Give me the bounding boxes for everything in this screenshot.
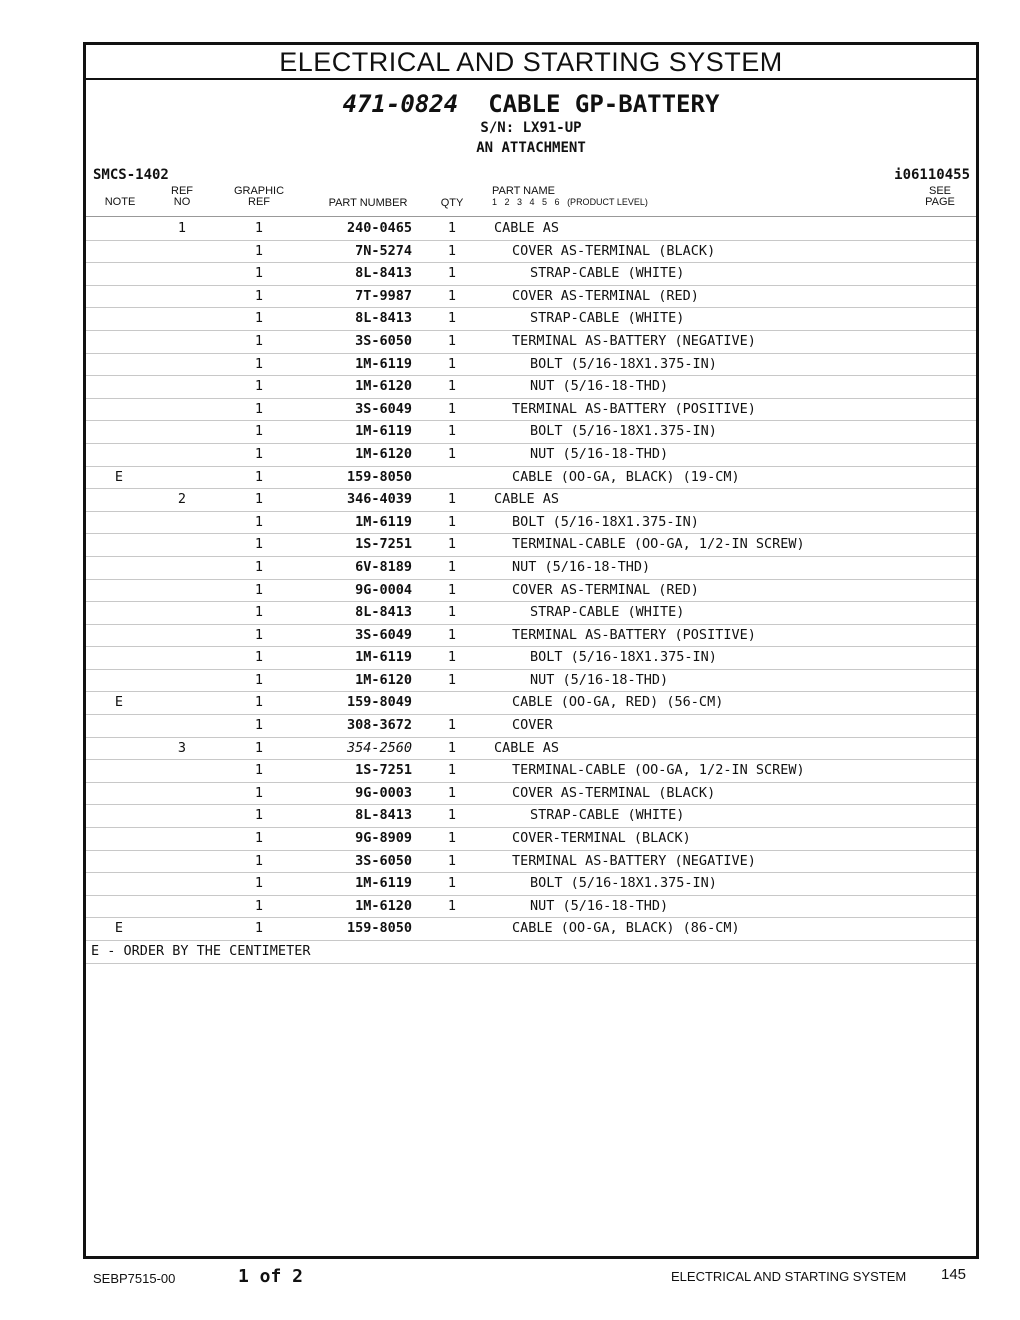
part-name-cell: STRAP-CABLE (WHITE): [530, 265, 685, 282]
qty-cell: 1: [447, 536, 457, 553]
part-number-cell: 346-4039: [346, 491, 412, 508]
table-row: [86, 738, 976, 761]
graphic-ref-cell: 1: [254, 694, 264, 711]
table-row: [86, 399, 976, 422]
part-name-cell: BOLT (5/16-18X1.375-IN): [530, 649, 717, 666]
part-name-cell: NUT (5/16-18-THD): [530, 897, 669, 914]
table-row: [86, 241, 976, 264]
part-number-cell: 1M-6119: [355, 513, 412, 530]
qty-cell: 1: [447, 558, 457, 575]
level-numbers: 1 2 3 4 5 6: [492, 197, 560, 207]
attachment-label: AN ATTACHMENT: [476, 140, 586, 156]
table-row: [86, 534, 976, 557]
qty-cell: 1: [447, 378, 457, 395]
graphic-ref-cell: 1: [254, 242, 264, 259]
qty-cell: 1: [447, 423, 457, 440]
table-row: [86, 489, 976, 512]
graphic-ref-cell: 1: [254, 875, 264, 892]
part-number-cell: 1M-6119: [355, 355, 412, 372]
part-number-cell: 159-8050: [346, 920, 412, 937]
graphic-ref-cell: 1: [254, 265, 264, 282]
table-row: [86, 647, 976, 670]
qty-cell: 1: [447, 762, 457, 779]
part-number-cell: 3S-6050: [355, 332, 412, 349]
part-number-cell: 3S-6049: [355, 400, 412, 417]
qty-cell: 1: [447, 513, 457, 530]
qty-cell: 1: [447, 649, 457, 666]
table-row: [86, 557, 976, 580]
graphic-ref-cell: 1: [254, 558, 264, 575]
graphic-ref-cell: 1: [254, 717, 264, 734]
part-number-cell: 1M-6120: [355, 378, 412, 395]
col-note: NOTE: [104, 196, 136, 208]
qty-cell: 1: [447, 332, 457, 349]
ref-no-cell: 2: [177, 491, 187, 508]
footer-page-number: 145: [941, 1266, 967, 1283]
qty-cell: 1: [447, 355, 457, 372]
col-ref-no: [166, 186, 198, 208]
col-ref-no-line2: NO: [173, 196, 191, 208]
part-number-cell: 8L-8413: [355, 310, 412, 327]
part-number-cell: 1M-6119: [355, 423, 412, 440]
table-row: [86, 760, 976, 783]
graphic-ref-cell: 1: [254, 378, 264, 395]
part-name-cell: NUT (5/16-18-THD): [530, 378, 669, 395]
graphic-ref-cell: 1: [254, 445, 264, 462]
order-note: E - ORDER BY THE CENTIMETER: [86, 941, 976, 964]
part-number-cell: 1M-6119: [355, 875, 412, 892]
table-row: [86, 783, 976, 806]
table-row: [86, 512, 976, 535]
part-name-cell: NUT (5/16-18-THD): [530, 671, 669, 688]
part-name-cell: COVER: [512, 717, 553, 734]
part-name-cell: STRAP-CABLE (WHITE): [530, 604, 685, 621]
table-row: [86, 376, 976, 399]
page-footer: [0, 1262, 1020, 1292]
part-name-cell: BOLT (5/16-18X1.375-IN): [512, 513, 699, 530]
table-row: [86, 308, 976, 331]
col-part-name-label: PART NAME: [492, 185, 555, 197]
part-name-cell: COVER AS-TERMINAL (BLACK): [512, 784, 716, 801]
part-name-cell: TERMINAL AS-BATTERY (NEGATIVE): [512, 332, 756, 349]
part-name-cell: TERMINAL-CABLE (OO-GA, 1/2-IN SCREW): [512, 762, 805, 779]
table-row: [86, 851, 976, 874]
col-see-page-line2: PAGE: [925, 196, 955, 208]
table-row: [86, 873, 976, 896]
graphic-ref-cell: 1: [254, 332, 264, 349]
table-row: [86, 218, 976, 241]
table-row: [86, 692, 976, 715]
part-name-cell: STRAP-CABLE (WHITE): [530, 310, 685, 327]
table-row: [86, 467, 976, 490]
table-row: [86, 331, 976, 354]
group-header: [86, 80, 976, 217]
part-number-cell: 3S-6050: [355, 852, 412, 869]
col-graphic-ref: [231, 186, 287, 208]
part-number-cell: 8L-8413: [355, 604, 412, 621]
footer-section: ELECTRICAL AND STARTING SYSTEM: [671, 1269, 907, 1284]
part-name-cell: BOLT (5/16-18X1.375-IN): [530, 355, 717, 372]
graphic-ref-cell: 1: [254, 468, 264, 485]
part-name-cell: COVER AS-TERMINAL (BLACK): [512, 242, 716, 259]
table-row: [86, 896, 976, 919]
part-number-cell: 8L-8413: [355, 265, 412, 282]
part-name-cell: COVER-TERMINAL (BLACK): [512, 830, 691, 847]
graphic-ref-cell: 1: [254, 536, 264, 553]
product-level-label: (PRODUCT LEVEL): [567, 197, 648, 207]
table-row: [86, 918, 976, 941]
graphic-ref-cell: 1: [254, 762, 264, 779]
col-graphic-ref-line2: REF: [248, 196, 270, 208]
part-number-cell: 159-8049: [346, 694, 412, 711]
ref-no-cell: 1: [177, 220, 187, 236]
part-name-cell: CABLE (OO-GA, BLACK) (19-CM): [512, 468, 740, 485]
part-name-cell: NUT (5/16-18-THD): [530, 445, 669, 462]
col-part-number: PART NUMBER: [328, 197, 408, 209]
qty-cell: 1: [447, 784, 457, 801]
part-number-cell: 9G-8909: [355, 830, 412, 847]
table-row: [86, 805, 976, 828]
qty-cell: 1: [447, 807, 457, 824]
part-number-cell: 240-0465: [346, 220, 412, 236]
table-row: [86, 421, 976, 444]
qty-cell: 1: [447, 265, 457, 282]
group-name: CABLE GP-BATTERY: [488, 90, 720, 118]
qty-cell: 1: [447, 310, 457, 327]
col-levels: [492, 197, 648, 208]
part-name-cell: CABLE AS: [494, 739, 560, 756]
col-ref-no-line1: REF: [171, 185, 193, 197]
table-row: [86, 670, 976, 693]
qty-cell: 1: [447, 830, 457, 847]
qty-cell: 1: [447, 445, 457, 462]
graphic-ref-cell: 1: [254, 423, 264, 440]
graphic-ref-cell: 1: [254, 355, 264, 372]
smcs-code: SMCS-1402: [93, 167, 169, 183]
section-title: ELECTRICAL AND STARTING SYSTEM: [86, 45, 976, 80]
part-number-cell: 7N-5274: [355, 242, 412, 259]
part-name-cell: TERMINAL AS-BATTERY (POSITIVE): [512, 400, 756, 417]
part-name-cell: BOLT (5/16-18X1.375-IN): [530, 423, 717, 440]
graphic-ref-cell: 1: [254, 897, 264, 914]
table-row: [86, 602, 976, 625]
graphic-ref-cell: 1: [254, 220, 264, 236]
part-number-cell: 308-3672: [346, 717, 412, 734]
part-number-cell: 1M-6120: [355, 445, 412, 462]
table-row: [86, 625, 976, 648]
graphic-ref-cell: 1: [254, 581, 264, 598]
part-name-cell: CABLE AS: [494, 491, 560, 508]
table-row: [86, 354, 976, 377]
qty-cell: 1: [447, 717, 457, 734]
part-name-cell: CABLE (OO-GA, RED) (56-CM): [512, 694, 724, 711]
graphic-ref-cell: 1: [254, 491, 264, 508]
part-number-cell: 7T-9987: [355, 287, 412, 304]
header-divider: [86, 216, 976, 217]
qty-cell: 1: [447, 491, 457, 508]
qty-cell: 1: [447, 875, 457, 892]
part-number-cell: 1M-6120: [355, 671, 412, 688]
part-number-cell: 3S-6049: [355, 626, 412, 643]
graphic-ref-cell: 1: [254, 513, 264, 530]
footer-doc-id: SEBP7515-00: [93, 1271, 176, 1286]
part-number-cell: 159-8050: [346, 468, 412, 485]
part-number-cell: 6V-8189: [355, 558, 412, 575]
qty-cell: 1: [447, 671, 457, 688]
graphic-ref-cell: 1: [254, 626, 264, 643]
qty-cell: 1: [447, 400, 457, 417]
note-cell: E: [114, 920, 124, 937]
note-cell: E: [114, 694, 124, 711]
graphic-ref-cell: 1: [254, 310, 264, 327]
table-row: [86, 286, 976, 309]
qty-cell: 1: [447, 626, 457, 643]
qty-cell: 1: [447, 581, 457, 598]
part-name-cell: NUT (5/16-18-THD): [512, 558, 651, 575]
part-number-cell: 1M-6119: [355, 649, 412, 666]
part-name-cell: TERMINAL-CABLE (OO-GA, 1/2-IN SCREW): [512, 536, 805, 553]
graphic-ref-cell: 1: [254, 604, 264, 621]
qty-cell: 1: [447, 220, 457, 236]
part-number-cell: 9G-0003: [355, 784, 412, 801]
graphic-ref-cell: 1: [254, 807, 264, 824]
graphic-ref-cell: 1: [254, 852, 264, 869]
graphic-ref-cell: 1: [254, 649, 264, 666]
parts-list: [86, 218, 976, 964]
col-see-page: [916, 186, 964, 208]
part-number-cell: 8L-8413: [355, 807, 412, 824]
illustration-id: i06110455: [894, 167, 970, 183]
graphic-ref-cell: 1: [254, 920, 264, 937]
graphic-ref-cell: 1: [254, 671, 264, 688]
graphic-ref-cell: 1: [254, 400, 264, 417]
part-name-cell: CABLE AS: [494, 220, 560, 236]
table-row: [86, 263, 976, 286]
col-part-name: [492, 186, 648, 208]
graphic-ref-cell: 1: [254, 784, 264, 801]
qty-cell: 1: [447, 897, 457, 914]
part-name-cell: TERMINAL AS-BATTERY (NEGATIVE): [512, 852, 756, 869]
graphic-ref-cell: 1: [254, 830, 264, 847]
footer-page-of: 1 of 2: [238, 1266, 304, 1287]
col-graphic-ref-line1: GRAPHIC: [233, 185, 285, 197]
group-title: [86, 90, 976, 118]
part-name-cell: BOLT (5/16-18X1.375-IN): [530, 875, 717, 892]
part-number-cell: 9G-0004: [355, 581, 412, 598]
col-qty: QTY: [440, 197, 464, 209]
table-row: [86, 715, 976, 738]
part-number-cell: 1M-6120: [355, 897, 412, 914]
qty-cell: 1: [447, 287, 457, 304]
table-row: [86, 580, 976, 603]
part-name-cell: TERMINAL AS-BATTERY (POSITIVE): [512, 626, 756, 643]
qty-cell: 1: [447, 739, 457, 756]
group-part-number: 471-0824: [342, 90, 459, 118]
graphic-ref-cell: 1: [254, 287, 264, 304]
part-name-cell: COVER AS-TERMINAL (RED): [512, 581, 699, 598]
graphic-ref-cell: 1: [254, 739, 264, 756]
part-name-cell: COVER AS-TERMINAL (RED): [512, 287, 699, 304]
table-row: [86, 444, 976, 467]
note-cell: E: [114, 468, 124, 485]
qty-cell: 1: [447, 852, 457, 869]
col-see-page-line1: SEE: [928, 185, 951, 197]
table-row: [86, 828, 976, 851]
ref-no-cell: 3: [177, 739, 187, 756]
part-number-cell: 354-2560: [346, 739, 412, 756]
part-number-cell: 1S-7251: [355, 762, 412, 779]
serial-number: S/N: LX91-UP: [480, 120, 582, 136]
qty-cell: 1: [447, 242, 457, 259]
part-name-cell: CABLE (OO-GA, BLACK) (86-CM): [512, 920, 740, 937]
part-name-cell: STRAP-CABLE (WHITE): [530, 807, 685, 824]
page-frame: [83, 42, 979, 1259]
qty-cell: 1: [447, 604, 457, 621]
part-number-cell: 1S-7251: [355, 536, 412, 553]
